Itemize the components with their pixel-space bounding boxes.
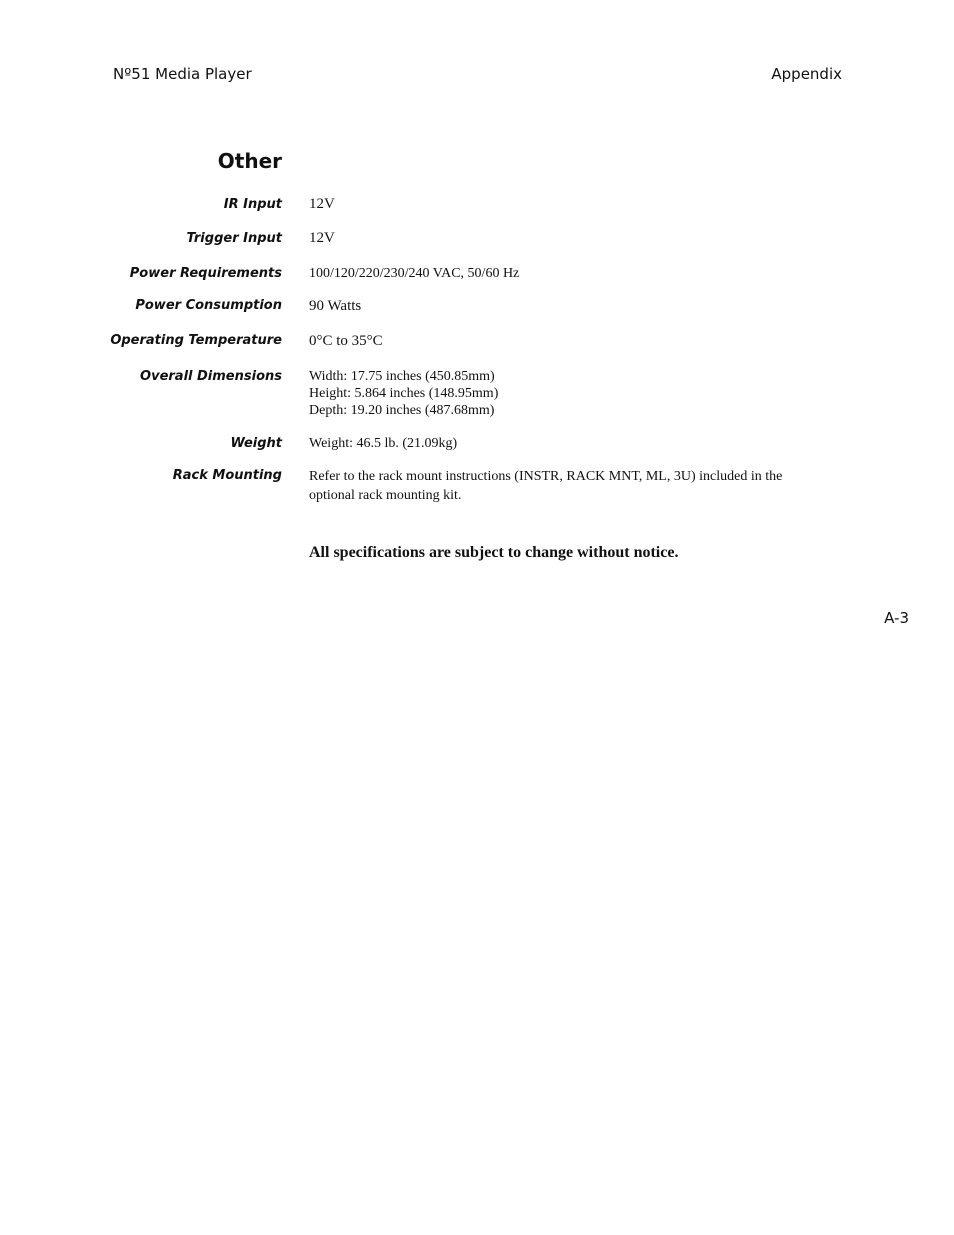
spec-label-weight: Weight (230, 436, 282, 451)
dimension-depth: Depth: 19.20 inches (487.68mm) (309, 403, 495, 418)
page-number: A-3 (884, 609, 909, 627)
spec-value-power-consumption: 90 Watts (309, 298, 362, 314)
dimension-height: Height: 5.864 inches (148.95mm) (309, 386, 499, 401)
spec-value-ir-input: 12V (309, 196, 335, 212)
spec-value-weight: Weight: 46.5 lb. (21.09kg) (309, 436, 458, 451)
spec-label-rack-mounting: Rack Mounting (172, 468, 282, 483)
spec-label-operating-temperature: Operating Temperature (110, 333, 282, 348)
rack-mounting-line-2: optional rack mounting kit. (309, 488, 462, 503)
spec-label-trigger-input: Trigger Input (186, 231, 282, 246)
spec-value-trigger-input: 12V (309, 230, 335, 246)
spec-label-power-consumption: Power Consumption (135, 298, 282, 313)
spec-value-overall-dimensions (309, 368, 849, 419)
running-header-section: Appendix (771, 65, 842, 83)
section-title: Other (217, 149, 282, 173)
spec-value-operating-temperature: 0°C to 35°C (309, 333, 383, 349)
spec-label-power-requirements: Power Requirements (129, 266, 282, 281)
spec-label-overall-dimensions: Overall Dimensions (140, 369, 282, 384)
running-header-title: Nº51 Media Player (113, 65, 252, 83)
spec-value-rack-mounting (309, 467, 849, 505)
spec-value-power-requirements: 100/120/220/230/240 VAC, 50/60 Hz (309, 266, 520, 281)
spec-label-ir-input: IR Input (223, 197, 282, 212)
rack-mounting-line-1: Refer to the rack mount instructions (INSTR, RACK MNT, ML, 3U) included in the (309, 469, 783, 484)
specifications-notice: All specifications are subject to change without notice. (309, 544, 679, 561)
dimension-width: Width: 17.75 inches (450.85mm) (309, 369, 495, 384)
